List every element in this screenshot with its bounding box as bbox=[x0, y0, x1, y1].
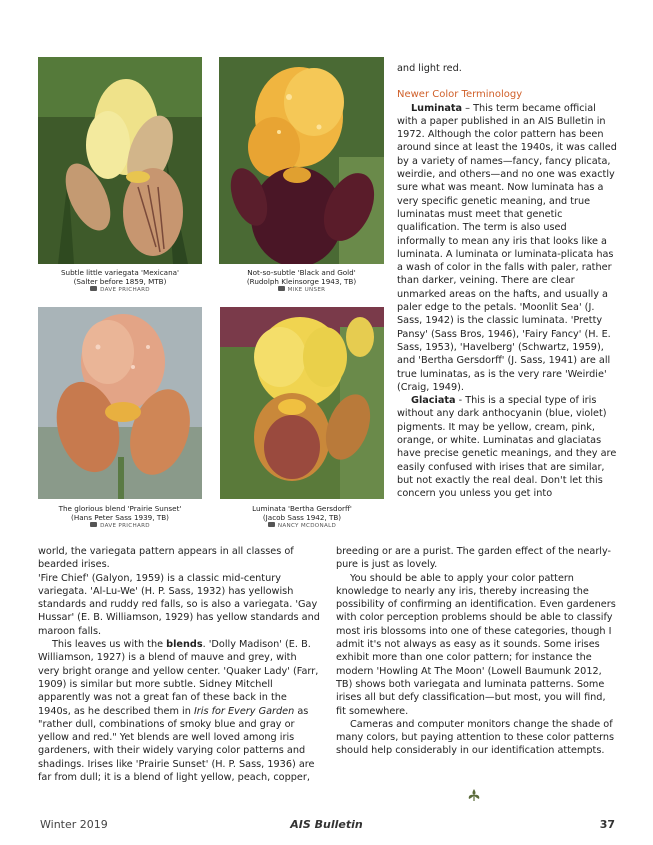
term-glaciata: Glaciata bbox=[411, 395, 456, 407]
caption-subtitle: (Jacob Sass 1942, TB) bbox=[262, 513, 342, 522]
term-blends: blends bbox=[166, 639, 203, 651]
right-column-text bbox=[397, 62, 617, 501]
photo-credit bbox=[219, 286, 384, 295]
page-number: 37 bbox=[599, 818, 615, 831]
blends-intro: This leaves us with the bbox=[52, 639, 167, 651]
iris-photo-mexicana bbox=[38, 57, 202, 264]
iris-photo-black-and-gold bbox=[219, 57, 384, 264]
book-title: Iris for Every Garden bbox=[193, 705, 295, 717]
caption-title: Luminata 'Bertha Gersdorff' bbox=[252, 504, 352, 513]
photo-prairie-sunset bbox=[38, 307, 202, 499]
photo-credit bbox=[38, 522, 202, 531]
right-column-bottom-text bbox=[336, 545, 617, 758]
iris-flower-icon bbox=[466, 788, 482, 802]
caption-title: The glorious blend 'Prairie Sunset' bbox=[58, 504, 182, 513]
camera-icon bbox=[268, 522, 275, 527]
credit-name: DAVE PRICHARD bbox=[100, 523, 150, 529]
caption-subtitle: (Rudolph Kleinsorge 1943, TB) bbox=[246, 277, 357, 286]
credit-name: MIKE UNSER bbox=[287, 287, 326, 293]
paragraph-variegata-end: world, the variegata pattern appears in all classes of bearded irises. bbox=[38, 546, 294, 571]
paragraph-blends bbox=[38, 638, 320, 784]
photo-black-and-gold bbox=[219, 57, 384, 264]
caption-mexicana bbox=[38, 268, 202, 295]
blends-body: . 'Dolly Madison' (E. B. Williamson, 1927) is a blend of mauve and grey, with very bright orange and yellow center. 'Quaker Lady' (Farr, 1909) is similar but more subtle. Sidney Mitchell apparently was not a great fan of these back in the 1940s, as he described them in bbox=[38, 639, 319, 717]
paragraph-breeding: breeding or are a purist. The garden effect of the nearly-pure is just as lovely. bbox=[336, 546, 612, 571]
photo-credit bbox=[220, 522, 384, 531]
footer-publication-title: AIS Bulletin bbox=[290, 818, 363, 831]
luminata-body: – This term became official with a paper published in an AIS Bulletin in 1972. Although the color pattern has been around since at least the 1940s, it was called by a variety of names—fancy, fancy plicata, weirdie, and others—and no one was exactly sure what was meant. Now luminata has a very specific genetic meaning, and true luminatas must meet that genetic qualification. The term is also used informally to mean any iris that looks like a luminata. A luminata or luminata-plicata has a wash of color in the falls with paler, rather than darker, veining. There are clear unmarked areas on the hafts, and usually a paler edge to the petals. 'Moonlit Sea' (J. Sass, 1942) is the classic luminata. 'Pretty Pansy' (Sass Bros, 1946), 'Fairy Fancy' (H. E. Sass, 1953), 'Havelberg' (Schwartz, 1959), and 'Bertha Gersdorff' (J. Sass, 1941) are all true luminatas, as is the very rare 'Weirdie' (Craig, 1949). bbox=[397, 102, 617, 393]
term-luminata: Luminata bbox=[411, 102, 463, 114]
paragraph-cameras: Cameras and computer monitors change the shade of many colors, but paying attention to these color patterns should help considerably in our identification attempts. bbox=[336, 718, 615, 757]
footer-issue-date: Winter 2019 bbox=[40, 818, 108, 831]
camera-icon bbox=[90, 522, 97, 527]
photo-bertha-gersdorff bbox=[220, 307, 384, 499]
blends-body-end: as "rather dull, combinations of smoky blue and gray or yellow and red." Yet blends are well loved among iris gardeners, with their widely varying color patterns and shadings. Irises like 'Prairie Sunset' (H. P. Sass, 1936) are far from dull; it is a blend of light yellow, peach, copper, bbox=[38, 705, 315, 784]
glaciata-body: - This is a special type of iris without any dark anthocyanin (blue, violet) pigments. It may be yellow, cream, pink, orange, or white. Luminatas and glaciatas have precise genetic meanings, and they are easily confused with irises that are similar, but not exactly the real deal. Don't let this concern you unless you get into bbox=[397, 395, 617, 500]
caption-black-and-gold bbox=[219, 268, 384, 295]
caption-title: Subtle little variegata 'Mexicana' bbox=[60, 268, 180, 277]
iris-photo-bertha-gersdorff bbox=[220, 307, 384, 499]
continuation-text: and light red. bbox=[397, 63, 462, 74]
paragraph-luminata bbox=[397, 102, 617, 395]
iris-photo-prairie-sunset bbox=[38, 307, 202, 499]
photo-credit bbox=[38, 286, 202, 295]
paragraph-apply: You should be able to apply your color pattern knowledge to nearly any iris, thereby increasing the possibility of confirming an identification. Even gardeners with color perception problems should be able to classify most iris blossoms into one of these categories, though I admit it's not always as easy as it sounds. Some irises exhibit more than one color pattern; for instance the modern 'Howling At The Moon' (Lowell Baumunk 2012, TB) shows both variegata and luminata patterns. Some irises all but defy classification—but most, you will find, fit somewhere. bbox=[336, 572, 616, 717]
caption-subtitle: (Hans Peter Sass 1939, TB) bbox=[71, 513, 169, 522]
caption-subtitle: (Salter before 1859, MTB) bbox=[73, 277, 167, 286]
camera-icon bbox=[90, 286, 97, 291]
credit-name: DAVE PRICHARD bbox=[100, 287, 150, 293]
left-column-text bbox=[38, 545, 320, 784]
paragraph-glaciata bbox=[397, 394, 617, 500]
caption-prairie-sunset bbox=[38, 504, 202, 531]
section-heading: Newer Color Terminology bbox=[397, 89, 523, 101]
camera-icon bbox=[278, 286, 285, 291]
photo-mexicana bbox=[38, 57, 202, 264]
caption-title: Not-so-subtle 'Black and Gold' bbox=[247, 268, 356, 277]
caption-bertha-gersdorff bbox=[220, 504, 384, 531]
credit-name: NANCY MCDONALD bbox=[277, 523, 337, 529]
paragraph-fire-chief: 'Fire Chief' (Galyon, 1959) is a classic mid-century variegata. 'Al-Lu-We' (H. P. Sass, 1932) has yellowish standards and ruddy red falls, so is also a variegata. 'Gay Hussar' (E. B. Williamson, 1929) has yellow standards and maroon falls. bbox=[38, 572, 320, 637]
